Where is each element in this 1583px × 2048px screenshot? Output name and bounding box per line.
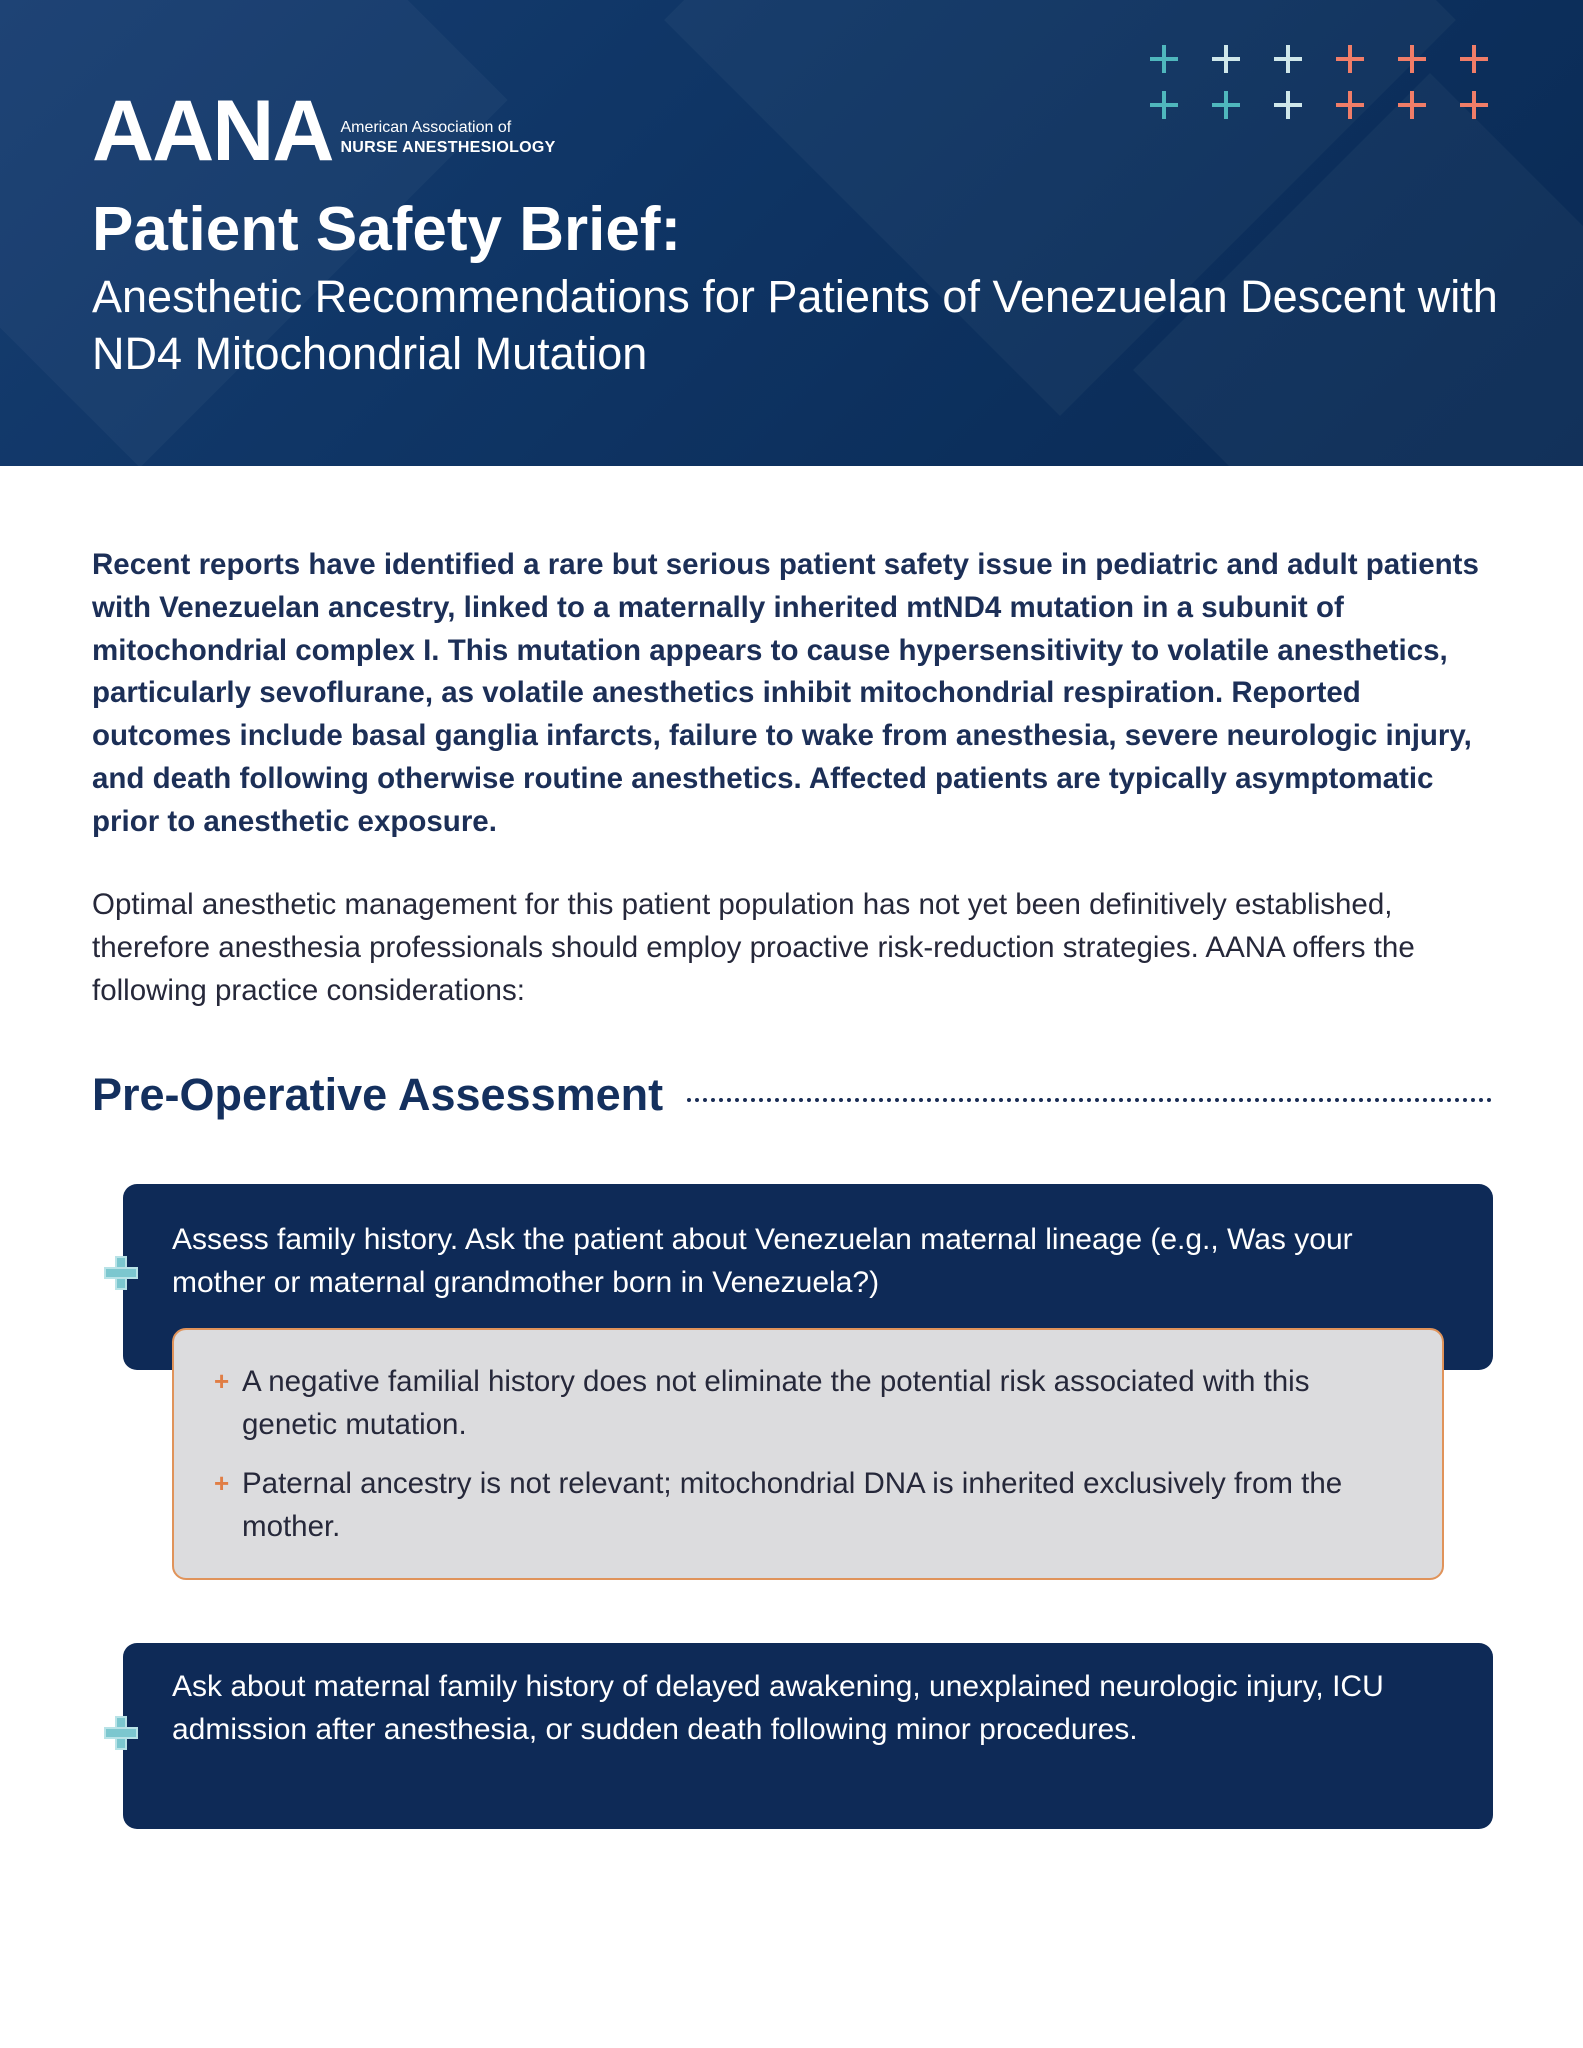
recommendation-card [123,1643,1493,1829]
plus-icon [1398,45,1426,73]
header-banner [0,0,1583,466]
plus-icon [104,1716,138,1750]
section-heading [92,1066,1492,1124]
plus-icon [1274,91,1302,119]
intro-paragraph: Optimal anesthetic management for this patient population has not yet been definitively established, therefore anesthesia professionals should employ proactive risk-reduction strategies. AANA offers the following practice considerations: [92,888,1415,1007]
card-text: Assess family history. Ask the patient about Venezuelan maternal lineage (e.g., Was your mother or maternal grandmother born in Venezuela?) [172,1223,1353,1299]
plus-icon [1460,91,1488,119]
logo-org-line2: NURSE ANESTHESIOLOGY [340,139,556,156]
list-item [214,1462,1372,1548]
plus-icon [1150,91,1178,119]
plus-icon [1336,91,1364,119]
bullet-list [214,1360,1372,1564]
plus-icon [104,1256,138,1290]
logo-org-line1: American Association of [340,119,512,136]
list-item-text: A negative familial history does not eliminate the potential risk associated with this genetic mutation. [242,1365,1310,1441]
plus-icon [1212,45,1240,73]
list-item [214,1360,1372,1446]
plus-icon [1336,45,1364,73]
plus-icon [1460,45,1488,73]
bullet-callout [172,1328,1444,1580]
aana-logo [92,83,556,179]
list-item-text: Paternal ancestry is not relevant; mitochondrial DNA is inherited exclusively from the mother. [242,1467,1343,1543]
dotted-divider [687,1098,1492,1102]
plus-bullet-icon: + [214,1366,230,1396]
intro-bold-paragraph: Recent reports have identified a rare but serious patient safety issue in pediatric and adult patients with Venezuelan ancestry, linked to a maternally inherited mtND4 mutation in a subunit of mitochondrial complex I. This mutation appears to cause hypersensitivity to volatile anesthetics, particularly sevoflurane, as volatile anesthetics inhibit mitochondrial respiration. Reported outcomes include basal ganglia infarcts, failure to wake from anesthesia, severe neurologic injury, and death following otherwise routine anesthetics. Affected patients are typically asymptomatic prior to anesthetic exposure. [92,548,1479,838]
section-title: Pre-Operative Assessment [92,1069,664,1120]
plus-icon [1212,91,1240,119]
page-title: Patient Safety Brief: [92,195,682,264]
decorative-plus-grid [1150,40,1502,130]
plus-bullet-icon: + [214,1468,230,1498]
plus-icon [1274,45,1302,73]
plus-icon [1398,91,1426,119]
plus-icon [1150,45,1178,73]
page-subtitle: Anesthetic Recommendations for Patients of Venezuelan Descent with ND4 Mitochondrial Mutation [92,271,1498,379]
logo-mark: AANA [92,83,333,179]
logo-org-name [340,118,555,158]
card-text: Ask about maternal family history of delayed awakening, unexplained neurologic injury, ICU admission after anesthesia, or sudden death following minor procedures. [172,1670,1384,1746]
